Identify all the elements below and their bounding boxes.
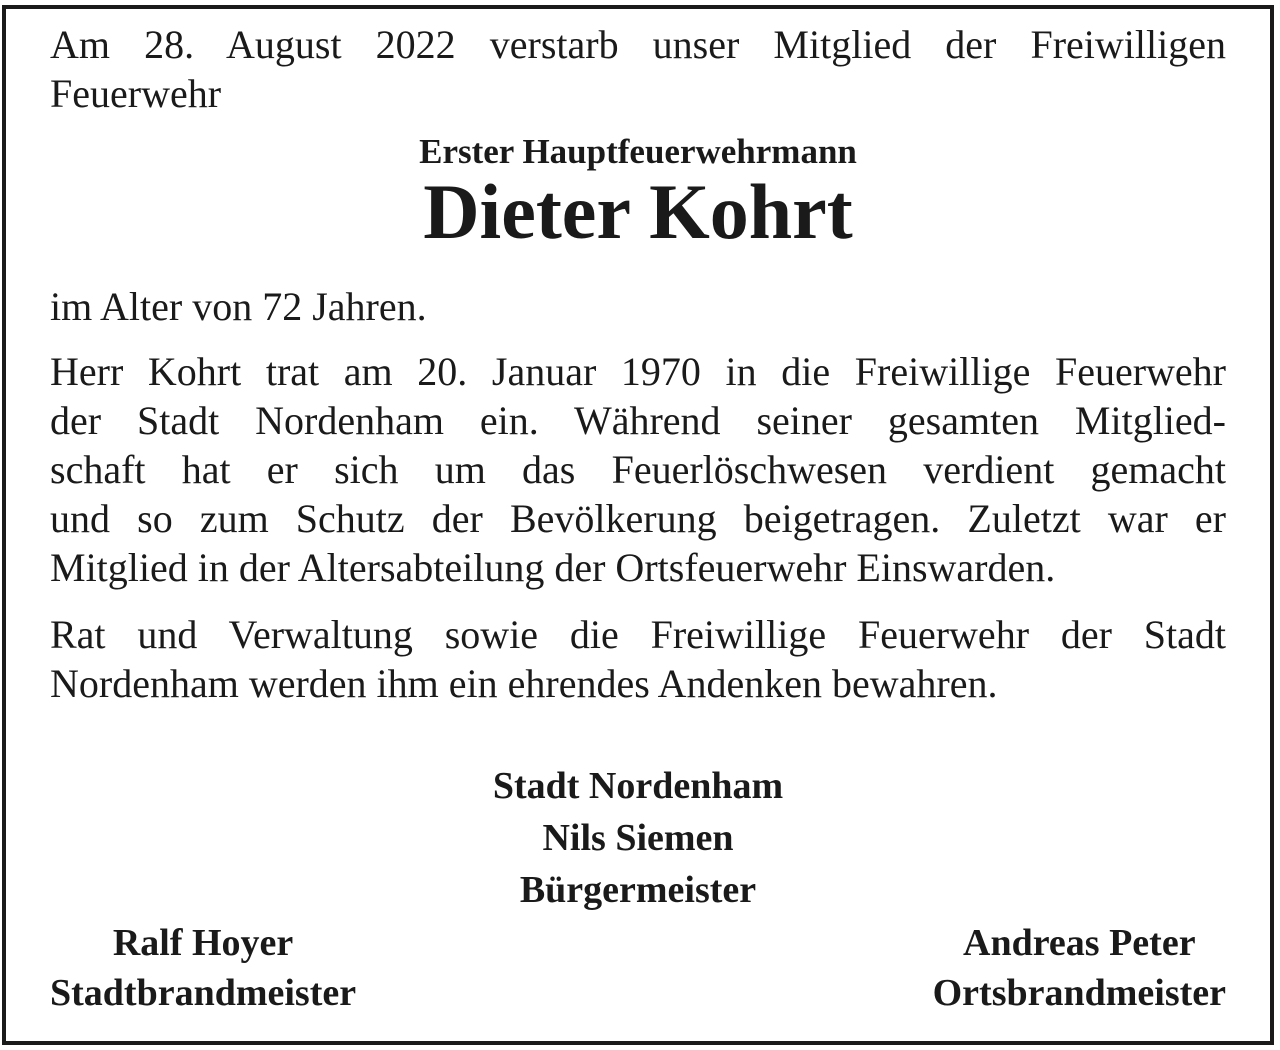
signature-row xyxy=(50,916,1226,1020)
age-text: im Alter von 72 Jahren. xyxy=(50,284,427,329)
signature-organization: Stadt Nordenham xyxy=(492,765,784,807)
biography-paragraph xyxy=(50,347,1226,592)
intro-text xyxy=(50,20,1226,118)
signature-left-name: Ralf Hoyer xyxy=(112,922,294,964)
biography-line-3: schaft hat er sich um das Feuerlöschwesen verdient gemacht xyxy=(50,447,1226,492)
signature-left-title: Stadtbrandmeister xyxy=(50,972,357,1014)
memorial-paragraph xyxy=(50,610,1226,708)
signature-right-name: Andreas Peter xyxy=(963,922,1196,964)
signature-right xyxy=(933,918,1226,1018)
signature-mayor xyxy=(50,760,1226,916)
rank-title: Erster Hauptfeuerwehrmann xyxy=(419,132,857,171)
intro-line-2: Feuerwehr xyxy=(50,71,222,116)
signature-left xyxy=(50,918,356,1018)
memorial-line-2: Nordenham werden ihm ein ehrendes Andenken bewahren. xyxy=(50,661,998,706)
memorial-line-1: Rat und Verwaltung sowie die Freiwillige Feuerwehr der Stadt xyxy=(50,612,1226,657)
signature-mayor-name: Nils Siemen xyxy=(542,817,734,859)
biography-line-1: Herr Kohrt trat am 20. Januar 1970 in die Freiwillige Feuerwehr xyxy=(50,349,1226,394)
signature-right-title: Ortsbrandmeister xyxy=(932,972,1226,1014)
deceased-name: Dieter Kohrt xyxy=(423,168,853,255)
signature-mayor-title: Bürgermeister xyxy=(519,869,757,911)
biography-line-2: der Stadt Nordenham ein. Während seiner gesamten Mitglied- xyxy=(50,398,1226,443)
biography-line-4: und so zum Schutz der Bevölkerung beigetragen. Zuletzt war er xyxy=(50,496,1226,541)
obituary-notice xyxy=(50,20,1226,1020)
intro-line-1: Am 28. August 2022 verstarb unser Mitglied der Freiwilligen xyxy=(50,22,1226,67)
biography-line-5: Mitglied in der Altersabteilung der Ortsfeuerwehr Einswarden. xyxy=(50,545,1056,590)
